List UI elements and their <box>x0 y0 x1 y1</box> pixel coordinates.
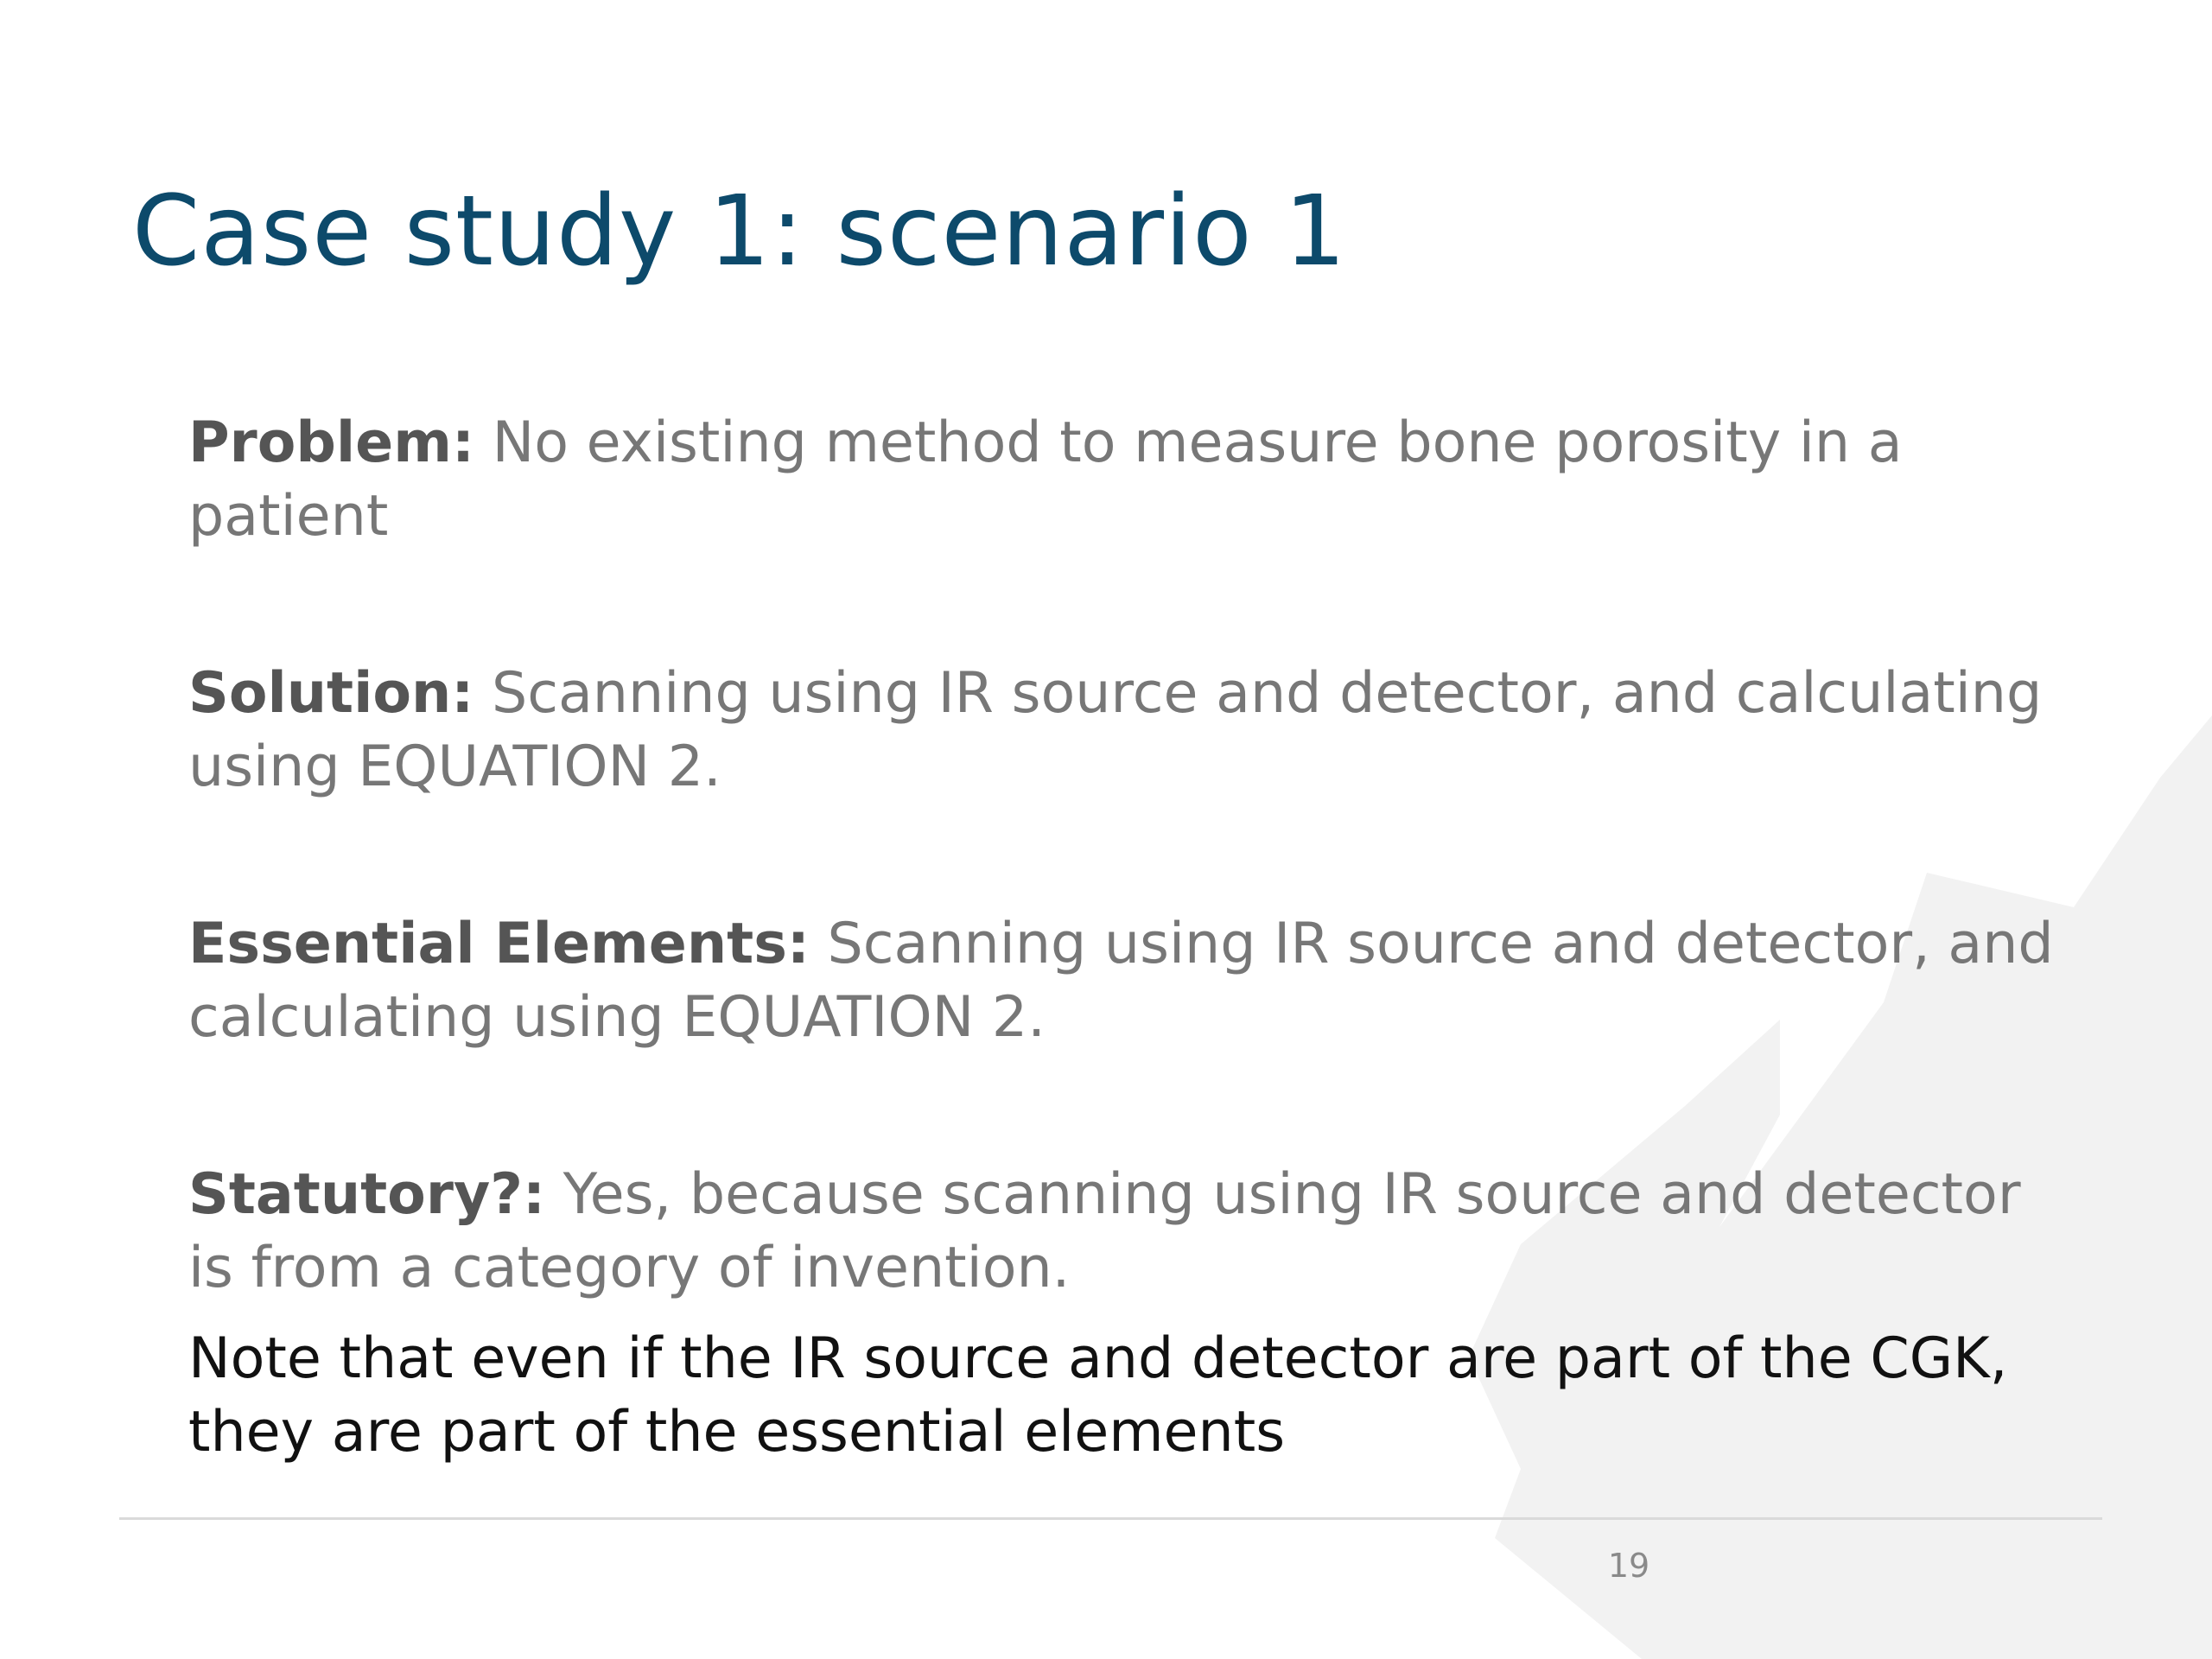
solution-paragraph <box>188 657 2072 804</box>
problem-label: Problem: <box>188 410 474 475</box>
footer-divider <box>119 1517 2102 1520</box>
page-number: 19 <box>1607 1547 1650 1585</box>
essential-elements-text: Scanning using IR source and detector, and calculating using EQUATION 2. <box>188 912 2054 1050</box>
statutory-label: Statutory?: <box>188 1162 545 1227</box>
statutory-text: Yes, because scanning using IR source and detector is from a category of invention. <box>188 1162 2021 1300</box>
problem-text: No existing method to measure bone porosity in a patient <box>188 410 1903 549</box>
slide-title: Case study 1: scenario 1 <box>132 175 1347 288</box>
statutory-paragraph <box>188 1158 2072 1305</box>
solution-label: Solution: <box>188 661 474 726</box>
solution-text: Scanning using IR source and detector, and calculating using EQUATION 2. <box>188 661 2043 799</box>
problem-paragraph <box>188 406 2072 553</box>
note-paragraph: Note that even if the IR source and detector are part of the CGK, they are part of the essential elements <box>188 1326 2008 1465</box>
essential-elements-paragraph <box>188 907 2072 1054</box>
essential-elements-label: Essential Elements: <box>188 912 810 976</box>
